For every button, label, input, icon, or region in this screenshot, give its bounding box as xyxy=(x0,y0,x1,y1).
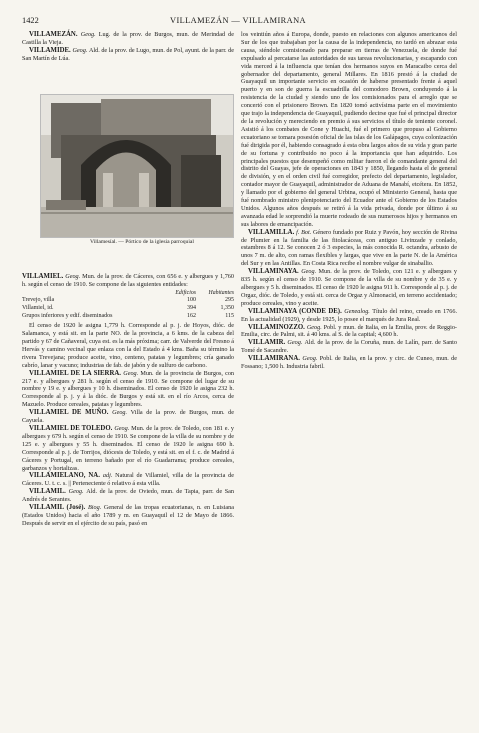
left-column-bottom xyxy=(22,273,234,528)
entry-tag: Geog. xyxy=(80,31,99,38)
census-col-head: Edificios xyxy=(175,289,196,296)
entry-tag: Geog. xyxy=(301,268,319,276)
entry-tag: f. Bot. xyxy=(296,228,313,236)
entry-text: Pobl. de Italia, en la prov. y circ. de Cuneo, mun. de Fossano; 1,500 h. Industria fabril. xyxy=(241,355,458,371)
photo-caption: Villamesíal. — Pórtico de la iglesia parroquial xyxy=(90,239,194,245)
census-col-head: Habitantes xyxy=(208,289,234,296)
headword: VILLAMIL. xyxy=(29,488,69,496)
page-number: 1422 xyxy=(22,16,39,25)
table-row: Villamiel, id. 394 1,350 xyxy=(22,305,234,311)
entry-text: Mun. de la prov. de Toledo, con 181 e. y albergues y 679 h. según el censo de 1910. Se compone de la villa de su nombre y de 125 e. y albergues y 55 h. diseminados. El censo de 1920 le asigna 690 h. Corresponde al p. j. de Torrijos, diócesis de Toledo, y está sit. en el f. c. de Madrid á Cáceres y Portugal, en terreno bañado por el río Guadarrama; produce cereales, garbanzos y hortalizas. xyxy=(22,424,235,472)
entry-tag: Biog. xyxy=(88,504,104,512)
dictionary-entry xyxy=(241,31,457,229)
headword: VILLAMINAYA. xyxy=(248,268,302,276)
headword: VILLAMIEL DE MUÑO. xyxy=(29,409,113,417)
dictionary-entry xyxy=(22,370,234,410)
dictionary-entry xyxy=(22,425,234,472)
headword: VILLAMIEL DE TOLEDO. xyxy=(29,424,115,432)
entry-text: Natural de Villamiel, villa de la provincia de Cáceres. U. t. c. s. || Perteneciente ó relativo á esta villa. xyxy=(22,472,234,488)
table-row: Trevejo, villa 100 295 xyxy=(22,297,234,304)
left-bottom-entries xyxy=(22,370,234,528)
headword: VILLAMIDE. xyxy=(29,46,73,54)
dictionary-entry xyxy=(241,339,457,355)
census-table xyxy=(22,290,234,320)
headword: VILLAMIL (José). xyxy=(29,504,89,512)
church-portico-photo xyxy=(40,94,234,238)
headword: VILLAMILLA. xyxy=(248,228,297,236)
entry-text: Mun. de la prov. de Cáceres, con 656 e. y albergues y 1,760 h. según el censo de 1910. Se compone de las siguientes entidades: xyxy=(22,273,234,288)
entry-text: Mun. de la prov. de Toledo, con 121 e. y albergues y 835 h. según el censo de 1910. Se compone de la villa de su nombre y de 35 e. y albergues y 5 h. diseminados. El censo de 1920 le asigna 911 h. Corresponde al p. j. de Orgaz, dióc. de Toledo, y está sit. cerca de Orgaz y Almonacid, en terreno accidentado; produce cereales, vino y aceite. xyxy=(241,268,458,307)
dictionary-entry xyxy=(241,324,457,340)
entry-tag: adj. xyxy=(102,472,116,480)
church-portico-image xyxy=(41,95,233,237)
headword: VILLAMINOZZO. xyxy=(248,323,307,331)
entry-text: General de las tropas ecuatorianas, n. en Luisiana (Estados Unidos) hacia el año 1789 y m. en Guayaquil el 12 de Mayo de 1866. Después de servir en el ejército de su país, pasó en xyxy=(22,504,234,527)
entry-text: Ald. de la prov. de Lugo, mun. de Pol, ayunt. de la parr. de San Martín de Lúa. xyxy=(22,46,234,62)
headword: VILLAMIELANO, NA. xyxy=(29,472,103,480)
entry-text: Mun. de la provincia de Burgos, con 217 e. y albergues y 281 h. según el censo de 1910. Se compone del lugar de su nombre y 19 e. y albergues y 10 h. diseminados. El censo de 1920 le asigna 232 h. Corresponde al p. j. y á la dióc. de Burgos y está sit. en el río Arcos, cerca de Mazuelo. Produce cereales, patatas y legumbres. xyxy=(22,369,235,409)
entry-tag: Geog. xyxy=(123,369,141,377)
page-header xyxy=(22,16,460,28)
entry-text: Ald. de la prov. de la Coruña, mun. de Lalín, parr. de Santo Tomé de Sacandre. xyxy=(241,339,457,355)
dictionary-entry xyxy=(22,488,234,504)
entry-text: Villa de la prov. de Burgos, mun. de Cayuela. xyxy=(22,409,234,425)
entry-tag: Geog. xyxy=(112,409,131,417)
entry-tag: Genealog. xyxy=(344,307,373,315)
headword: VILLAMINAYA (CONDE DE). xyxy=(248,307,345,315)
headword: VILLAMIEL DE LA SIERRA. xyxy=(29,369,124,377)
dictionary-entry xyxy=(22,47,234,63)
entry-tag: Geog. xyxy=(306,323,324,331)
entry-text: Pobl. y mun. de Italia, en la Emilia, prov. de Reggio-Emilia, circ. de Palmi, sit. á 40 kms. al S. de la capital; 4,600 h. xyxy=(241,323,457,339)
headword: VILLAMIRANA. xyxy=(248,355,303,363)
entry-tag: Geog. xyxy=(72,46,89,54)
dictionary-entry xyxy=(22,504,234,528)
entry-villamiel xyxy=(22,273,234,289)
entry-text: El censo de 1920 le asigna 1,779 h. Corresponde al p. j. de Hoyos, dióc. de Salamanca, y está sit. en la parte NO. de la provincia, a 6 kms. de la cabeza del partido y 67 de Cañaveral, cuya est. es la más próxima; carr. de Valverde del Fresno á Hervás y camino vecinal que enlaza con la del Estado á 4 kms. Baña su término la rivera Trevejana; produce aceite, vino, centeno, patatas y legumbres; cría ganado cabrío, lanar y vacuno; industrias de fab. de jabón y de sulfuro de carbono. xyxy=(22,322,234,369)
entry-text: Ald. de la prov. de Oviedo, mun. de Tapia, parr. de San Andrés de Serantes. xyxy=(22,488,235,504)
headword: VILLAMEZÁN. xyxy=(29,31,81,38)
headword: VILLAMIEL. xyxy=(22,273,64,280)
dictionary-entry xyxy=(22,472,234,488)
right-column xyxy=(241,31,457,371)
running-head: VILLAMEZÁN — VILLAMIRANA xyxy=(170,16,306,25)
entry-text: Título del reino, creado en 1766. En la actualidad (1929), y desde 1925, lo posee el marqués de Jura Real. xyxy=(241,307,457,323)
entry-tag: Geog. xyxy=(302,355,320,363)
dictionary-entry xyxy=(22,31,234,47)
dictionary-entry xyxy=(241,355,457,371)
dictionary-entry xyxy=(241,268,457,308)
entry-tag: Geog. xyxy=(114,424,132,432)
table-row: Grupos inferiores y edif. diseminados 162 115 xyxy=(22,312,234,319)
entry-text: Lug. de la prov. de Burgos, mun. de Merindad de Castilla la Vieja. xyxy=(22,31,235,46)
headword: VILLAMIR. xyxy=(248,339,288,347)
entry-tag: Geog. xyxy=(65,273,81,280)
entry-text: los veintiún años á Europa, donde, puesto en relaciones con algunos americanos del Sur de los que trabajaban por la causa de la independencia, no tardó en abrazar esta causa, siéndole comisionado para preparar en tierras de Venezuela, de donde fué expulsado al percatarse las autoridades de sus tareas revolucionarias, y escapando con vida merced á la influencia que tenían dos hermanos suyos en Maracaibo cerca del gobernador del departamento, general Millares. En 1816 prestó á la ciudad de Guayaquil un importante servicio en ocasión de haberse presentado frente á aquel puerto y en son de guerra la escuadrilla del comodoro Brown, conduyendo á la resistencia de la ciudad y siendo uno de los comisionados para el arreglo que se concertó con el prisionero Brown. En 1820 tomó activísima parte en el movimiento que trajo la independencia de Guayaquil, pudiendo decirse que fué el principal director de la revolución y mereciendo en premio á sus servicios el título de teniente coronel. Asistió á los combates de Cone y Huachi, fué el primero que propuso al Gobierno ecuatoriano se tomara posesión oficial de las islas de los Galápagos, cuya colonización fué dirigida por él, habiendo consagrado á esta obra largos años de su vida y gran parte de su fortuna y contribuido no poco á la importancia que han adquirido. Los principales puestos que desempeñó como militar fueron el de comandante general del distrito del Guayas, jefe de operaciones en 1843 y 1850, llegando hasta el de general de división, y en el orden civil fué corregidor, prefecto del departamento, legislador, contador mayor de Guayaquil, administrador de Aduana de Manabí, etcétera. En 1852, y llamado por el gobierno del general Urbina, ocupó el Ministerio General, hasta que fué nombrado ministro plenipotenciario del Ecuador ante el Gobierno de los Estados Unidos. Algunos años después se retiró á la vida privada, donde por último á su avanzada edad le sorprendió la muerte rodeado de sus numerosos hijos y hermanos en sus labores de emancipación. xyxy=(241,31,457,228)
entry-text: Género fundado por Ruiz y Pavón, hoy sección de Rivina de Plumier en la familia de las fitolacáceas, con antiguo Livinzade y conlado, estambres 8 á 12. Se conocen 2 ó 3 especies, la más conocida R. octandra, arbusto de unos 7 m. de alto, con ramas flexibles y largas, que vive en la parte N. de la América del Sur y en las Antillas. En Costa Rica recibe el nombre vulgar de sinaballio. xyxy=(241,228,458,268)
entry-tag: Geog. xyxy=(287,339,305,347)
entry-tag: Geog. xyxy=(68,488,87,496)
dictionary-entry xyxy=(241,229,457,269)
dictionary-entry xyxy=(241,308,457,324)
left-column-top xyxy=(22,31,234,63)
dictionary-entry xyxy=(22,409,234,425)
